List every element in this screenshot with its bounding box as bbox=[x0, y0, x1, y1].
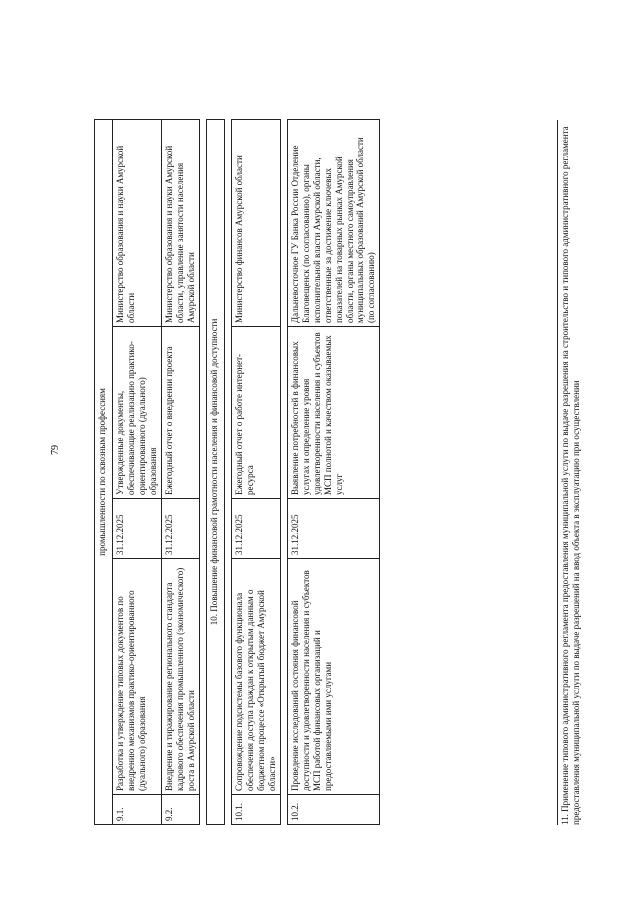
section-9-header-fragment bbox=[95, 119, 113, 824]
row-action: Разработка и утверждение типовых документов по внедрению механизмов практико-ориентированного (дуального) образования bbox=[113, 559, 162, 795]
row-deadline: 31.12.2025 bbox=[231, 499, 280, 559]
row-number: 9.2. bbox=[161, 795, 199, 825]
row-responsible: Дальневосточное ГУ Банка России Отделение Благовещенск (по согласованию), органы исполнительной власти Амурской области, ответственные за достижение ключевых показателей на товарных рынках Амурской области, органы местного самоуправления муниципальных образований Амурской области (по согласованию) bbox=[287, 119, 380, 326]
row-gap bbox=[199, 119, 206, 824]
row-result: Утвержденные документы, обеспечивающие реализацию практико-ориентированного (дуального) образования bbox=[113, 327, 162, 499]
section-11-title: 11. Применение типового административного регламента предоставления муниципальной услуги по выдаче разрешения на строительство и типового административного регламента предоставления муниципальной услуги по выдаче разрешений на ввод объекта в эксплуатацию при осуществлении bbox=[557, 120, 582, 825]
plan-table bbox=[94, 119, 380, 825]
section-9-title: промышленности по сквозным профессиям bbox=[95, 119, 113, 824]
table-row bbox=[113, 119, 162, 824]
row-number: 9.1. bbox=[113, 795, 162, 825]
table-row bbox=[231, 119, 280, 824]
table-row bbox=[287, 119, 380, 824]
row-action: Внедрение и тиражирование регионального стандарта кадрового обеспечения промышленного (экономического) роста в Амурской области bbox=[161, 559, 199, 795]
section-10-header bbox=[206, 119, 224, 824]
row-responsible: Министерство финансов Амурской области bbox=[231, 119, 280, 326]
row-deadline: 31.12.2025 bbox=[287, 499, 380, 559]
row-deadline: 31.12.2025 bbox=[161, 499, 199, 559]
table-row bbox=[161, 119, 199, 824]
row-gap bbox=[224, 119, 231, 824]
row-number: 10.1. bbox=[231, 795, 280, 825]
row-responsible: Министерство образования и науки Амурской области, управление занятости населения Амурской области bbox=[161, 119, 199, 326]
row-action: Проведение исследований состояния финансовой доступности и удовлетворенности населения и субъектов МСП работой финансовых организаций и предоставляемыми ими услугами bbox=[287, 559, 380, 795]
row-responsible: Министерство образования и науки Амурской области bbox=[113, 119, 162, 326]
row-result: Ежегодный отчет о работе интернет-ресурса bbox=[231, 327, 280, 499]
section-10-title: 10. Повышение финансовой грамотности населения и финансовой доступности bbox=[206, 119, 224, 824]
row-result: Выявление потребностей в финансовых услугах и определение уровня удовлетворенности населения и субъектов МСП полнотой и качеством оказываемых услуг bbox=[287, 327, 380, 499]
row-number: 10.2. bbox=[287, 795, 380, 825]
rotated-page-content bbox=[94, 120, 581, 825]
row-gap bbox=[280, 119, 287, 824]
page-number: 79 bbox=[50, 445, 61, 455]
row-deadline: 31.12.2025 bbox=[113, 499, 162, 559]
row-action: Сопровождение подсистемы базового функционала обеспечения доступа граждан к открытым данным о бюджетном процессе «Открытый бюджет Амурской области» bbox=[231, 559, 280, 795]
row-result: Ежегодный отчет о внедрении проекта bbox=[161, 327, 199, 499]
